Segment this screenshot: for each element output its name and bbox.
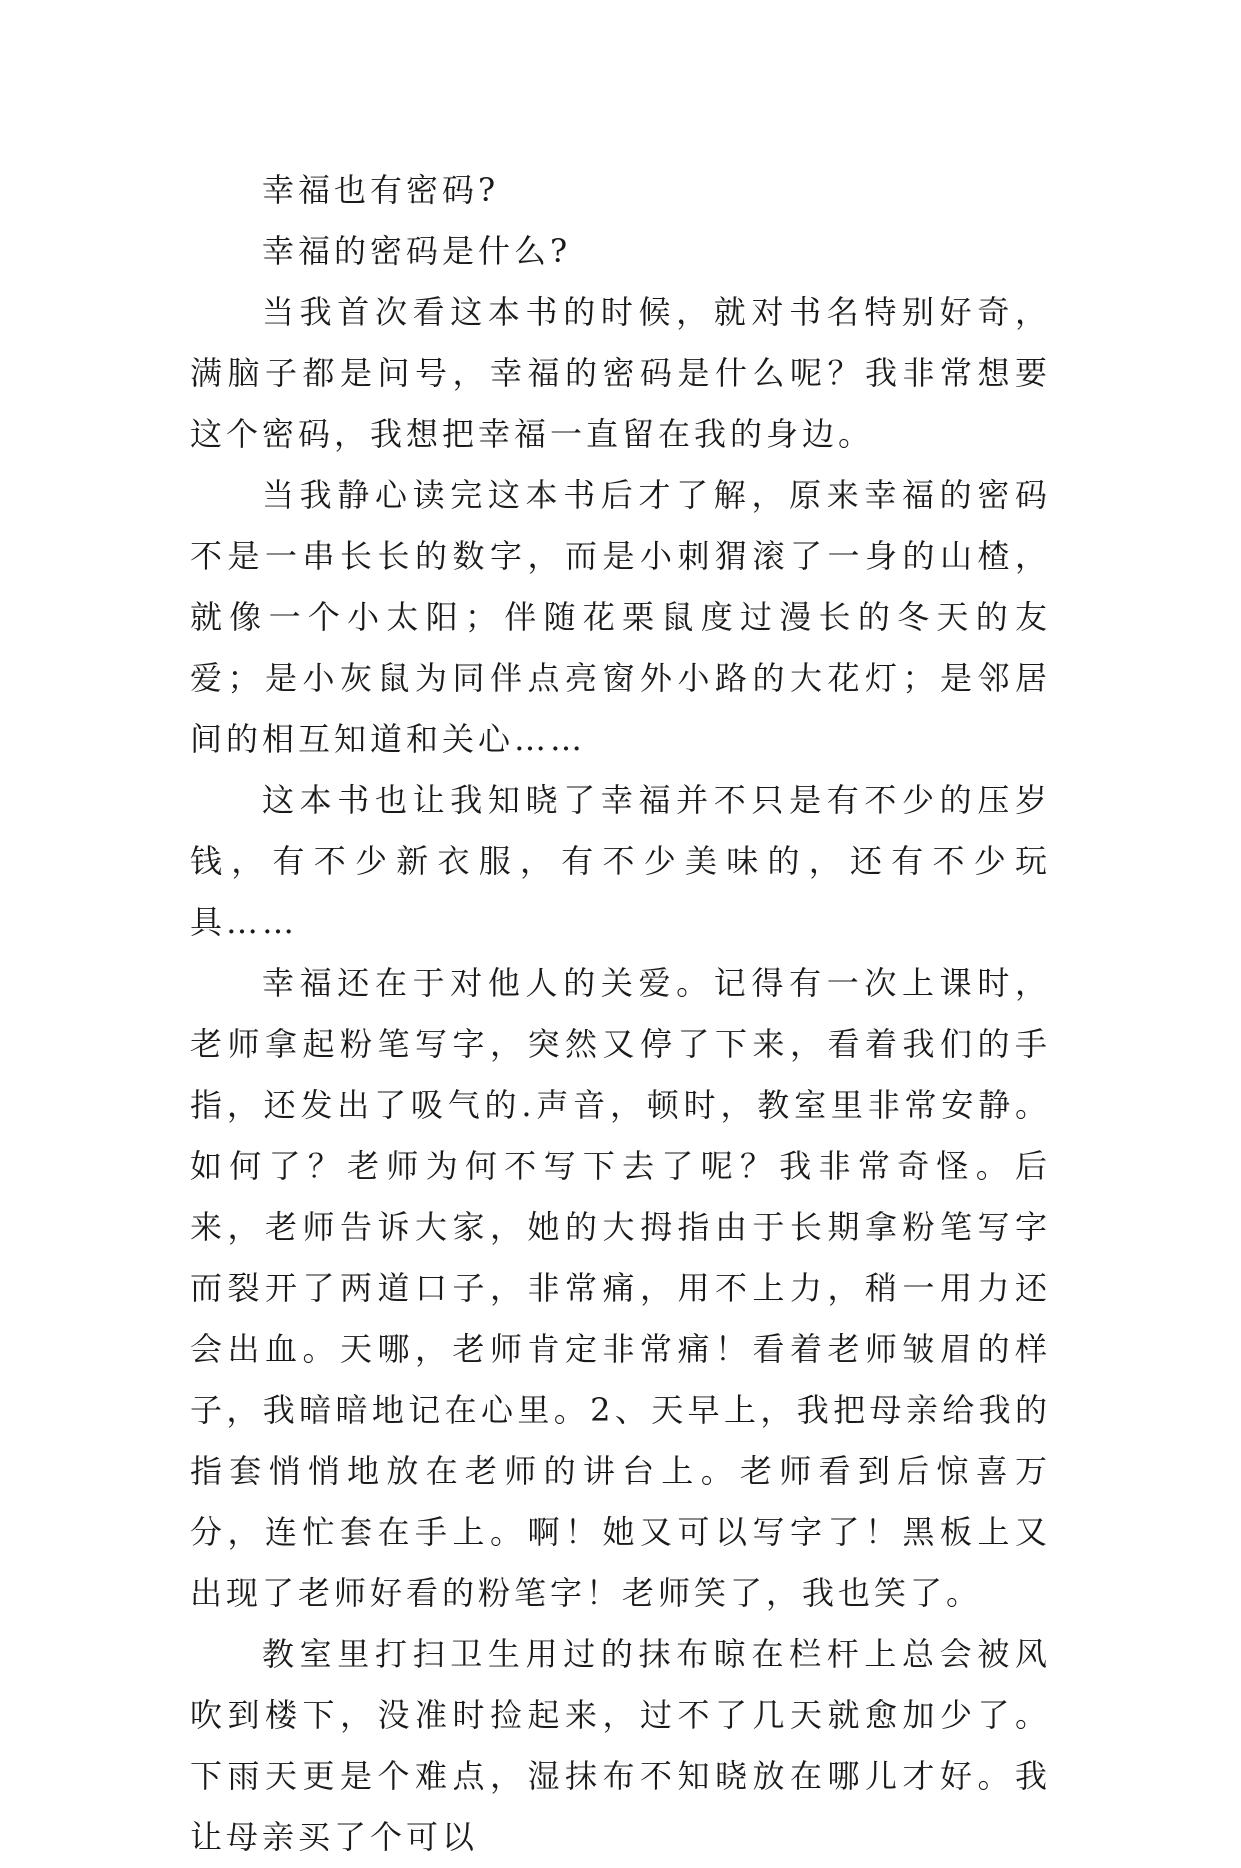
paragraph: 这本书也让我知晓了幸福并不只是有不少的压岁钱，有不少新衣服，有不少美味的，还有不少玩具…… <box>190 781 1051 941</box>
paragraph: 当我首次看这本书的时候，就对书名特别好奇，满脑子都是问号，幸福的密码是什么呢？我非常想要这个密码，我想把幸福一直留在我的身边。 <box>190 293 1051 453</box>
paragraph: 幸福也有密码? <box>262 171 500 209</box>
document-body <box>190 160 1051 1868</box>
paragraph: 幸福的密码是什么? <box>262 232 572 270</box>
paragraph: 教室里打扫卫生用过的抹布晾在栏杆上总会被风吹到楼下，没准时捡起来，过不了几天就愈加少了。下雨天更是个难点，湿抹布不知晓放在哪儿才好。我让母亲买了个可以 <box>190 1635 1051 1856</box>
paragraph: 当我静心读完这本书后才了解，原来幸福的密码不是一串长长的数字，而是小刺猬滚了一身的山楂，就像一个小太阳；伴随花栗鼠度过漫长的冬天的友爱；是小灰鼠为同伴点亮窗外小路的大花灯；是邻居间的相互知道和关心…… <box>190 476 1051 758</box>
paragraph: 幸福还在于对他人的关爱。记得有一次上课时，老师拿起粉笔写字，突然又停了下来，看着我们的手指，还发出了吸气的.声音，顿时，教室里非常安静。如何了？老师为何不写下去了呢？我非常奇怪。后来，老师告诉大家，她的大拇指由于长期拿粉笔写字而裂开了两道口子，非常痛，用不上力，稍一用力还会出血。天哪，老师肯定非常痛！看着老师皱眉的样子，我暗暗地记在心里。2、天早上，我把母亲给我的指套悄悄地放在老师的讲台上。老师看到后惊喜万分，连忙套在手上。啊！她又可以写字了！黑板上又出现了老师好看的粉笔字！老师笑了，我也笑了。 <box>190 964 1051 1612</box>
